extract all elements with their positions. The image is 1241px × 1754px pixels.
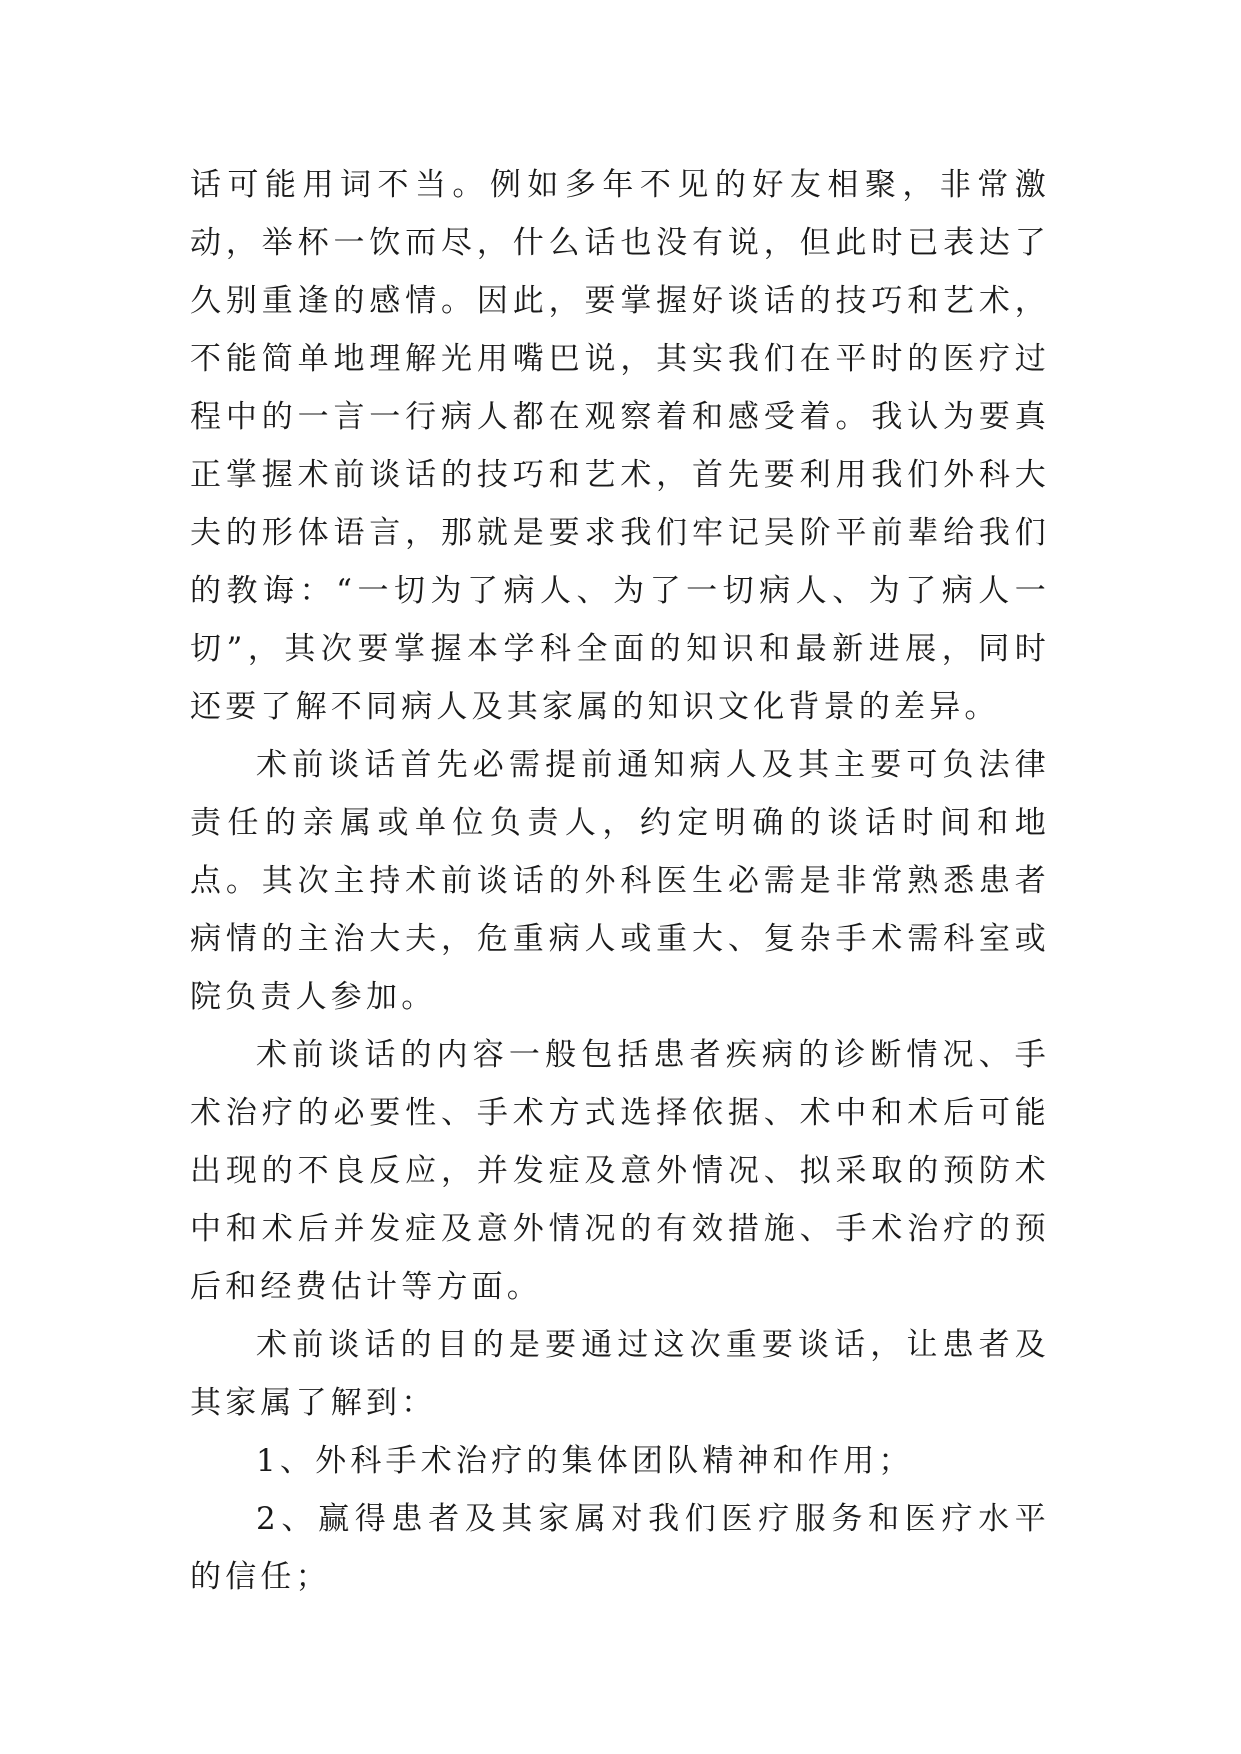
list-item-1: 1、外科手术治疗的集体团队精神和作用；: [256, 1443, 914, 1479]
paragraph-preparation: 术前谈话首先必需提前通知病人及其主要可负法律责任的亲属或单位负责人，约定明确的谈话时间和地点。其次主持术前谈话的外科医生必需是非常熟悉患者病情的主治大夫，危重病人或重大、复杂手术需科室或院负责人参加。: [190, 747, 1050, 1015]
paragraph-content: 术前谈话的内容一般包括患者疾病的诊断情况、手术治疗的必要性、手术方式选择依据、术中和术后可能出现的不良反应，并发症及意外情况、拟采取的预防术中和术后并发症及意外情况的有效措施、手术治疗的预后和经费估计等方面。: [190, 1037, 1050, 1305]
list-item-2: 2、赢得患者及其家属对我们医疗服务和医疗水平的信任；: [190, 1501, 1050, 1595]
document-body: [190, 156, 1050, 1606]
paragraph-continuation: 话可能用词不当。例如多年不见的好友相聚，非常激动，举杯一饮而尽，什么话也没有说，但此时已表达了久别重逢的感情。因此，要掌握好谈话的技巧和艺术，不能简单地理解光用嘴巴说，其实我们在平时的医疗过程中的一言一行病人都在观察着和感受着。我认为要真正掌握术前谈话的技巧和艺术，首先要利用我们外科大夫的形体语言，那就是要求我们牢记吴阶平前辈给我们的教诲：“一切为了病人、为了一切病人、为了病人一切”，其次要掌握本学科全面的知识和最新进展，同时还要了解不同病人及其家属的知识文化背景的差异。: [190, 167, 1050, 725]
paragraph-purpose: 术前谈话的目的是要通过这次重要谈话，让患者及其家属了解到：: [190, 1327, 1050, 1421]
